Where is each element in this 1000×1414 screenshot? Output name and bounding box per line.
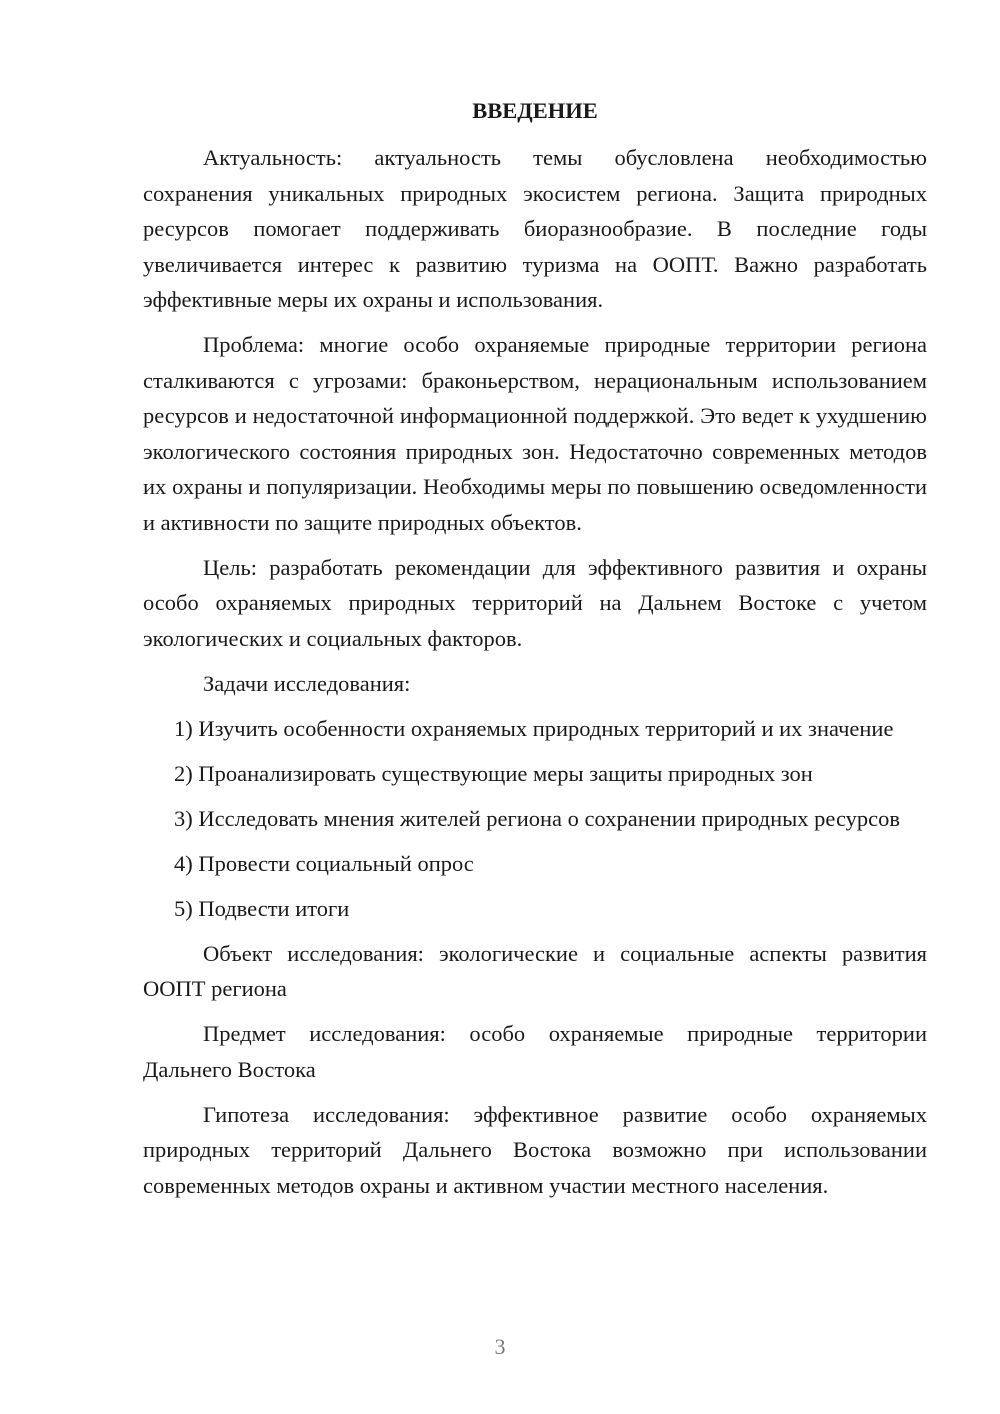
- paragraph-hypothesis: Гипотеза исследования: эффективное развитие особо охраняемых природных территорий Дальнего Востока возможно при использовании современных методов охраны и активном участии местного населения.: [143, 1101, 927, 1198]
- task-item-5: 5) Подвести итоги: [174, 895, 350, 921]
- task-item-4: 4) Провести социальный опрос: [174, 850, 474, 876]
- paragraph-tasks-heading: Задачи исследования:: [203, 670, 411, 696]
- task-item-1: 1) Изучить особенности охраняемых природных территорий и их значение: [174, 715, 894, 741]
- section-heading: ВВЕДЕНИЕ: [472, 98, 598, 123]
- task-item-3: 3) Исследовать мнения жителей региона о сохранении природных ресурсов: [174, 805, 900, 831]
- paragraph-goal: Цель: разработать рекомендации для эффективного развития и охраны особо охраняемых природных территорий на Дальнем Востоке с учетом экологических и социальных факторов.: [143, 554, 927, 651]
- page-number: 3: [494, 1334, 506, 1359]
- document-page: [143, 96, 927, 1213]
- task-item-2: 2) Проанализировать существующие меры защиты природных зон: [174, 760, 813, 786]
- paragraph-relevance: Актуальность: актуальность темы обусловлена необходимостью сохранения уникальных природных экосистем региона. Защита природных ресурсов помогает поддерживать биоразнообразие. В последние годы увеличивается интерес к развитию туризма на ООПТ. Важно разработать эффективные меры их охраны и использования.: [143, 145, 927, 312]
- paragraph-object: Объект исследования: экологические и социальные аспекты развития ООПТ региона: [143, 940, 927, 1001]
- paragraph-subject: Предмет исследования: особо охраняемые природные территории Дальнего Востока: [143, 1021, 927, 1082]
- paragraph-problem: Проблема: многие особо охраняемые природные территории региона сталкиваются с угрозами: браконьерством, нерациональным использованием ресурсов и недостаточной информационной поддержкой. Это ведет к ухудшению экологического состояния природных зон. Недостаточно современных методов их охраны и популяризации. Необходимы меры по повышению осведомленности и активности по защите природных объектов.: [143, 332, 927, 535]
